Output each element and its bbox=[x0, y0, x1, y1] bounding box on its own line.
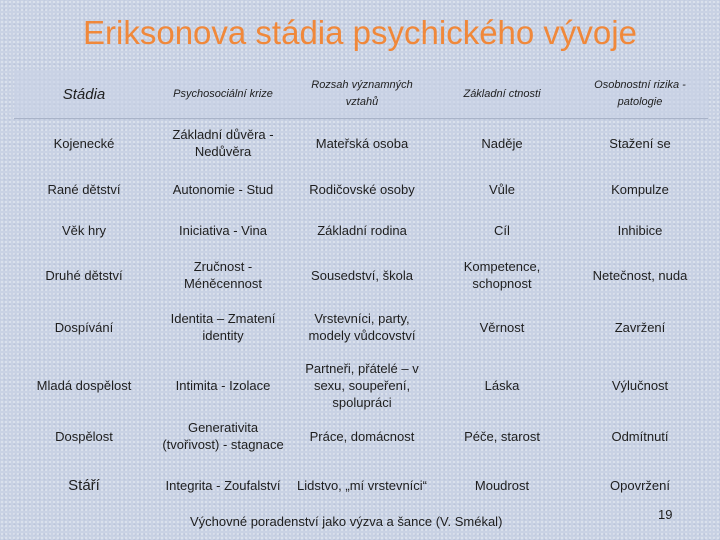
virtue-cell: Moudrost bbox=[474, 477, 530, 493]
stages-table bbox=[14, 70, 708, 515]
crisis-cell: Intimita - Izolace bbox=[175, 377, 271, 393]
virtue-cell: Péče, starost bbox=[464, 428, 540, 444]
crisis-cell: Zručnost - Méněcennost bbox=[183, 259, 263, 291]
table-row bbox=[14, 301, 708, 353]
virtue-cell: Věrnost bbox=[479, 319, 525, 335]
table-row bbox=[14, 167, 708, 211]
risk-cell: Netečnost, nuda bbox=[592, 267, 688, 283]
stage-cell: Druhé dětství bbox=[45, 267, 123, 283]
header-crisis: Psychosociální krize bbox=[154, 70, 292, 119]
stage-cell: Stáří bbox=[68, 476, 100, 494]
crisis-cell: Generativita (tvořivost) - stagnace bbox=[162, 420, 284, 452]
virtue-cell: Cíl bbox=[494, 222, 510, 238]
relations-cell: Základní rodina bbox=[317, 222, 407, 238]
crisis-cell: Integrita - Zoufalství bbox=[165, 477, 281, 493]
header-virtues: Základní ctnosti bbox=[432, 70, 572, 119]
header-risks: Osobnostní rizika - patologie bbox=[572, 70, 708, 119]
risk-cell: Inhibice bbox=[617, 222, 663, 238]
virtue-cell: Láska bbox=[484, 377, 520, 393]
relations-cell: Rodičovské osoby bbox=[309, 181, 415, 197]
risk-cell: Opovržení bbox=[610, 477, 670, 493]
stage-cell: Věk hry bbox=[61, 222, 107, 238]
risk-cell: Výlučnost bbox=[611, 377, 669, 393]
header-relations: Rozsah významných vztahů bbox=[292, 70, 432, 119]
virtue-cell: Kompetence, schopnost bbox=[463, 259, 541, 291]
table-row bbox=[14, 119, 708, 168]
slide-title: Eriksonova stádia psychického vývoje bbox=[83, 14, 637, 51]
relations-cell: Mateřská osoba bbox=[315, 135, 409, 151]
risk-cell: Kompulze bbox=[611, 181, 669, 197]
header-stages: Stádia bbox=[14, 70, 154, 119]
stage-cell: Rané dětství bbox=[47, 181, 121, 197]
crisis-cell: Autonomie - Stud bbox=[172, 181, 274, 197]
source-footer: Výchovné poradenství jako výzva a šance (V. Smékal) bbox=[190, 514, 503, 529]
relations-cell: Vrstevníci, party, modely vůdcovství bbox=[308, 311, 416, 343]
virtue-cell: Naděje bbox=[481, 135, 523, 151]
table-row bbox=[14, 249, 708, 301]
stage-cell: Dospělost bbox=[55, 428, 113, 444]
stage-cell: Kojenecké bbox=[53, 135, 115, 151]
stage-cell: Dospívání bbox=[54, 319, 114, 335]
crisis-cell: Základní důvěra - Nedůvěra bbox=[172, 127, 274, 159]
table-header-row bbox=[14, 70, 708, 119]
table-row bbox=[14, 211, 708, 249]
risk-cell: Stažení se bbox=[609, 135, 671, 151]
table-row bbox=[14, 417, 708, 455]
risk-cell: Zavržení bbox=[614, 319, 666, 335]
risk-cell: Odmítnutí bbox=[611, 428, 669, 444]
relations-cell: Lidstvo, „mí vrstevníci“ bbox=[296, 477, 428, 493]
crisis-cell: Identita – Zmatení identity bbox=[170, 311, 276, 343]
crisis-cell: Iniciativa - Vina bbox=[179, 222, 267, 238]
relations-cell: Práce, domácnost bbox=[309, 428, 415, 444]
table-row bbox=[14, 353, 708, 417]
table-row bbox=[14, 455, 708, 515]
relations-cell: Partneři, přátelé – v sexu, soupeření, spolupráci bbox=[305, 360, 419, 410]
relations-cell: Sousedství, škola bbox=[311, 267, 413, 283]
virtue-cell: Vůle bbox=[488, 181, 516, 197]
stage-cell: Mladá dospělost bbox=[36, 377, 132, 393]
page-number: 19 bbox=[658, 507, 673, 522]
